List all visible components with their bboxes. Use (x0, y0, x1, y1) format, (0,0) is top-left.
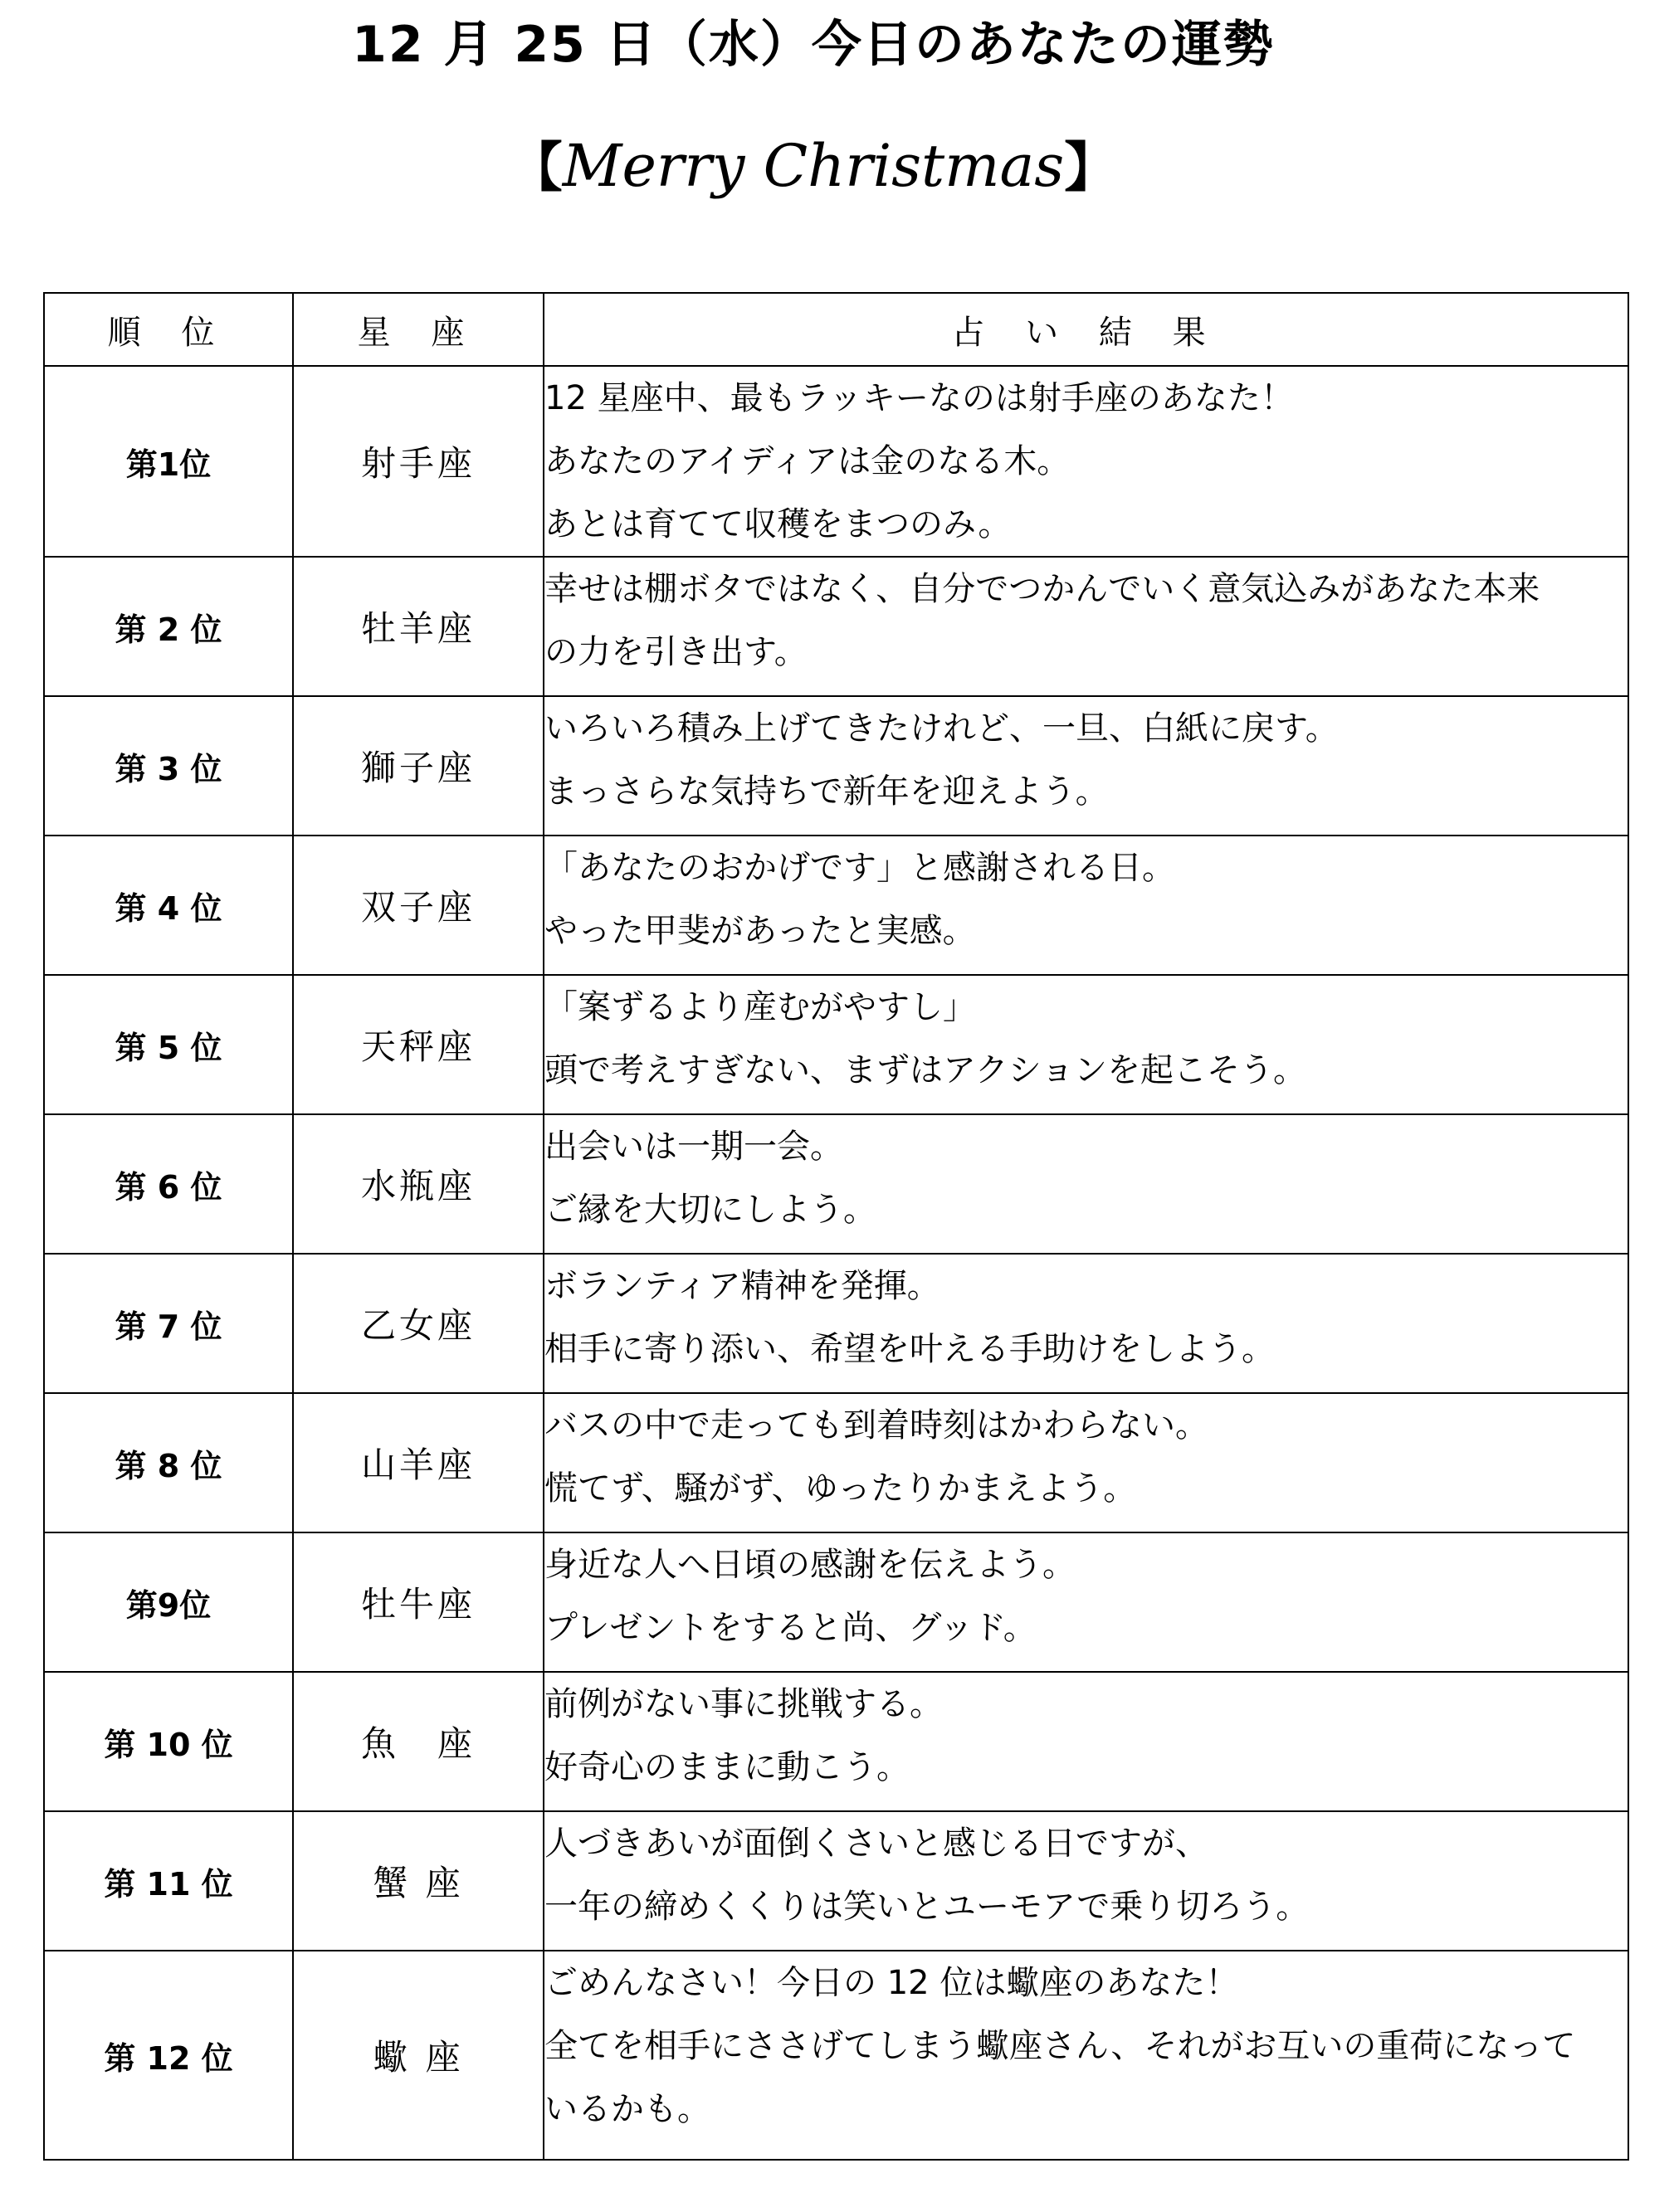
table-row (44, 1393, 1628, 1532)
result-cell (544, 1114, 1628, 1254)
rank-cell: 第 5 位 (44, 975, 293, 1114)
sign-cell: 射手座 (293, 366, 544, 557)
table-row (44, 1672, 1628, 1811)
table-row (44, 557, 1628, 696)
result-line: 12 星座中、最もラッキーなのは射手座のあなた！ (544, 379, 1294, 417)
result-cell (544, 975, 1628, 1114)
table-row (44, 1114, 1628, 1254)
column-header-sign: 星 座 (293, 293, 544, 366)
result-line: 幸せは棚ボタではなく、自分でつかんでいく意気込みがあなた本来 (544, 570, 1540, 608)
result-line: 相手に寄り添い、希望を叶える手助けをしよう。 (544, 1330, 1275, 1368)
result-line: あとは育てて収穫をまつのみ。 (544, 505, 1012, 543)
result-cell (544, 696, 1628, 836)
result-cell (544, 1951, 1628, 2160)
subtitle-open-bracket: 【 (509, 138, 563, 199)
sign-cell: 山羊座 (293, 1393, 544, 1532)
table-row (44, 1811, 1628, 1951)
result-cell (544, 557, 1628, 696)
result-line: 「案ずるより産むがやすし」 (544, 988, 976, 1026)
result-line: まっさらな気持ちで新年を迎えよう。 (544, 772, 1109, 811)
rank-cell: 第1位 (44, 366, 293, 557)
sign-cell: 天秤座 (293, 975, 544, 1114)
rank-cell: 第 11 位 (44, 1811, 293, 1951)
result-cell (544, 1811, 1628, 1951)
result-line: 好奇心のままに動こう。 (544, 1748, 910, 1786)
table-row (44, 696, 1628, 836)
table-row (44, 1532, 1628, 1672)
table-row (44, 836, 1628, 975)
result-cell (544, 1532, 1628, 1672)
sign-cell: 乙女座 (293, 1254, 544, 1393)
column-header-result: 占 い 結 果 (544, 293, 1628, 366)
result-line: いろいろ積み上げてきたけれど、一旦、白紙に戻す。 (544, 709, 1339, 748)
column-header-rank: 順 位 (44, 293, 293, 366)
result-line: 全てを相手にささげてしまう蠍座さん、それがお互いの重荷になって (544, 2027, 1576, 2065)
result-cell (544, 366, 1628, 557)
result-line: バスの中で走っても到着時刻はかわらない。 (544, 1406, 1208, 1445)
result-cell (544, 1672, 1628, 1811)
result-line: あなたのアイディアは金のなる木。 (544, 442, 1071, 480)
result-cell (544, 836, 1628, 975)
sign-cell: 獅子座 (293, 696, 544, 836)
subtitle-text: Merry Christmas (562, 132, 1065, 200)
sign-cell: 蠍 座 (293, 1951, 544, 2160)
rank-cell: 第 12 位 (44, 1951, 293, 2160)
result-line: ボランティア精神を発揮。 (544, 1267, 940, 1305)
sign-cell: 牡羊座 (293, 557, 544, 696)
result-line: 頭で考えすぎない、まずはアクションを起こそう。 (544, 1051, 1306, 1089)
result-line: 慌てず、騒がず、ゆったりかまえよう。 (544, 1469, 1137, 1508)
result-line: 一年の締めくくりは笑いとユーモアで乗り切ろう。 (544, 1888, 1310, 1926)
result-line: いるかも。 (544, 2090, 710, 2128)
sign-cell: 蟹 座 (293, 1811, 544, 1951)
sign-cell: 双子座 (293, 836, 544, 975)
rank-cell: 第 2 位 (44, 557, 293, 696)
sign-cell: 魚 座 (293, 1672, 544, 1811)
rank-cell: 第 3 位 (44, 696, 293, 836)
table-header-row (44, 293, 1628, 366)
rank-cell: 第 6 位 (44, 1114, 293, 1254)
sign-cell: 水瓶座 (293, 1114, 544, 1254)
subtitle (0, 124, 1627, 210)
table-row (44, 975, 1628, 1114)
table-row (44, 1951, 1628, 2160)
result-line: 身近な人へ日頃の感謝を伝えよう。 (544, 1546, 1076, 1584)
sign-cell: 牡牛座 (293, 1532, 544, 1672)
result-line: プレゼントをすると尚、グッド。 (544, 1609, 1037, 1647)
rank-cell: 第 4 位 (44, 836, 293, 975)
rank-cell: 第 8 位 (44, 1393, 293, 1532)
subtitle-close-bracket: 】 (1064, 138, 1118, 199)
page-title: 12 月 25 日（水）今日のあなたの運勢 (352, 16, 1275, 74)
result-line: ごめんなさい！今日の 12 位は蠍座のあなた！ (544, 1964, 1239, 2002)
result-line: 前例がない事に挑戦する。 (544, 1685, 943, 1723)
fortune-table (43, 292, 1629, 2161)
result-line: 出会いは一期一会。 (544, 1128, 843, 1166)
table-row (44, 366, 1628, 557)
table-row (44, 1254, 1628, 1393)
result-line: ご縁を大切にしよう。 (544, 1191, 876, 1229)
rank-cell: 第 7 位 (44, 1254, 293, 1393)
result-cell (544, 1393, 1628, 1532)
result-line: やった甲斐があったと実感。 (544, 912, 976, 950)
result-line: の力を引き出す。 (544, 633, 808, 671)
result-line: 人づきあいが面倒くさいと感じる日ですが、 (544, 1825, 1208, 1863)
rank-cell: 第 10 位 (44, 1672, 293, 1811)
rank-cell: 第9位 (44, 1532, 293, 1672)
result-line: 「あなたのおかげです」と感謝される日。 (544, 849, 1175, 887)
result-cell (544, 1254, 1628, 1393)
